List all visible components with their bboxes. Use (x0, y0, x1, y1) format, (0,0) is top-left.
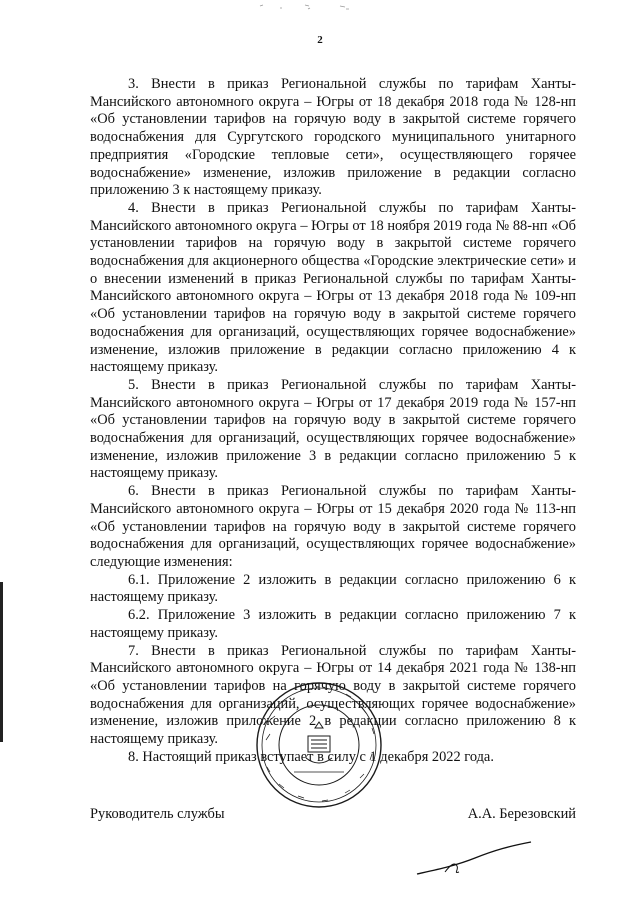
document-body (90, 76, 576, 766)
official-seal-stamp (254, 680, 384, 810)
paragraph-item-6-2: 6.2. Приложение 3 изложить в редакции согласно приложению 7 к настоящему приказу. (90, 607, 576, 641)
scan-edge-mark (0, 582, 3, 742)
scan-artifact (250, 0, 370, 14)
paragraph-item-6-1: 6.1. Приложение 2 изложить в редакции согласно приложению 6 к настоящему приказу. (90, 571, 576, 606)
paragraph-item-3: 3. Внести в приказ Региональной службы по тарифам Ханты-Мансийского автономного округа – Югры от 18 декабря 2018 года № 128-нп «Об установлении тарифов на горячую воду в закрытой системе горячего водоснабжения для Сургутского городского муниципального унитарного предприятия «Городские тепловые сети», осуществляющего горячее водоснабжение» изменение, изложив приложение в редакции согласно приложению 3 к настоящему приказу. (90, 76, 576, 199)
paragraph-item-4: 4. Внести в приказ Региональной службы по тарифам Ханты-Мансийского автономного округа – Югры от 18 ноября 2019 года № 88-нп «Об установлении тарифов на горячую воду в закрытой системе горячего водоснабжения для акционерного общества «Городские электрические сети» и о внесении изменений в приказ Региональной службы по тарифам Ханты-Мансийского автономного округа – Югры от 13 декабря 2018 года № 109-нп «Об установлении тарифов на горячую воду в закрытой системе горячего водоснабжения для организаций, осуществляющих горячее водоснабжение» изменение, изложив приложение в редакции согласно приложению 4 к настоящему приказу. (90, 199, 576, 376)
page-number: 2 (317, 34, 323, 46)
handwritten-signature (415, 840, 535, 880)
signatory-name: А.А. Березовский (467, 806, 576, 822)
paragraph-item-7: 7. Внести в приказ Региональной службы по тарифам Ханты-Мансийского автономного округа – Югры от 14 декабря 2021 года № 138-нп «Об установлении тарифов на горячую воду в закрытой системе горячего водоснабжения для организаций, осуществляющих горячее водоснабжение» изменение, изложив приложение 2 в редакции согласно приложению 8 к настоящему приказу. (90, 642, 576, 748)
paragraph-item-8: 8. Настоящий приказ вступает в силу с 1 декабря 2022 года. (128, 748, 494, 765)
paragraph-item-6: 6. Внести в приказ Региональной службы по тарифам Ханты-Мансийского автономного округа – Югры от 15 декабря 2020 года № 113-нп «Об установлении тарифов на горячую воду в закрытой системе горячего водоснабжения для организаций, осуществляющих горячее водоснабжение» следующие изменения: (90, 483, 576, 570)
signatory-title: Руководитель службы (90, 806, 225, 822)
paragraph-item-5: 5. Внести в приказ Региональной службы по тарифам Ханты-Мансийского автономного округа – Югры от 17 декабря 2019 года № 157-нп «Об установлении тарифов на горячую воду в закрытой системе горячего водоснабжения для организаций, осуществляющих горячее водоснабжение» изменение, изложив приложение 3 в редакции согласно приложению 5 к настоящему приказу. (90, 376, 576, 482)
